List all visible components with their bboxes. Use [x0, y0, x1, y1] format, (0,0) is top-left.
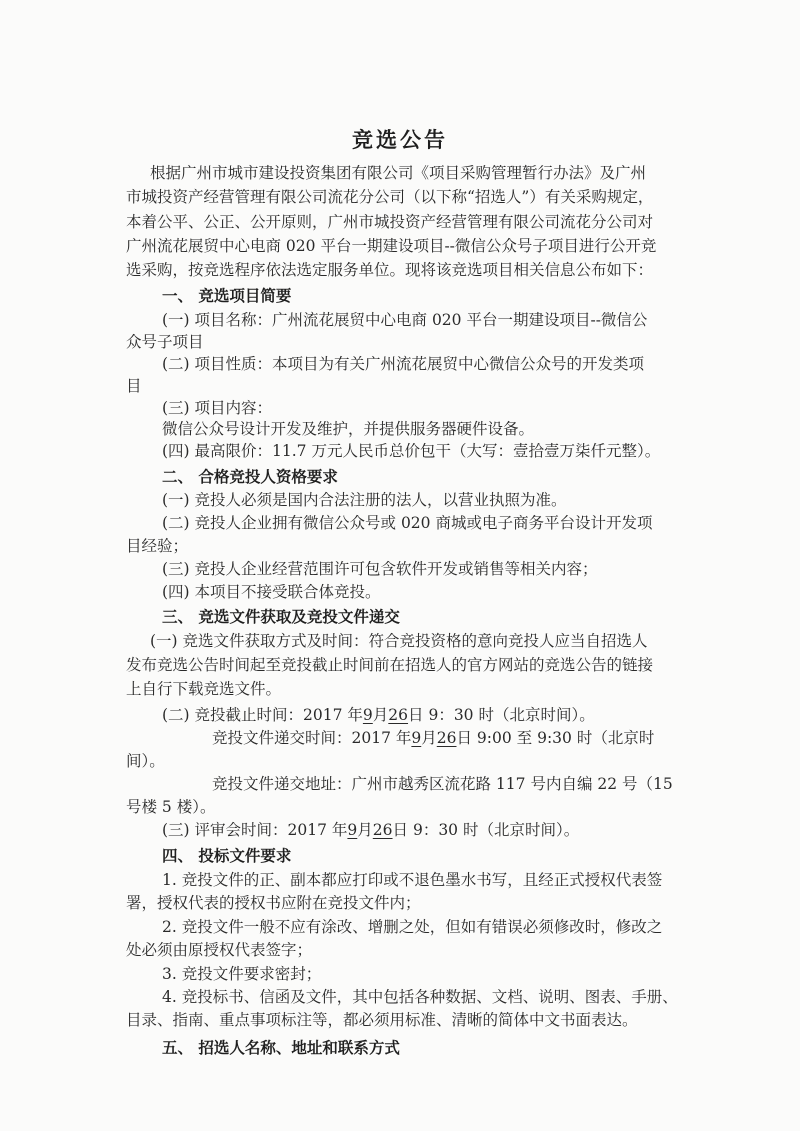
intro-line-2: 市城投资产经营管理有限公司流花分公司（以下称“招选人”）有关采购规定， — [126, 188, 654, 206]
submit-month-char: 月 — [421, 729, 437, 747]
deadline-suffix: 日 9：30 时（北京时间）。 — [408, 706, 595, 724]
obtain-method-line-2: 发布竞选公告时间起至竞投截止时间前在招选人的官方网站的竞选公告的链接 — [126, 656, 654, 674]
req-4-line-2: 目录、指南、重点事项标注等，都必须用标准、清晰的简体中文书面表达。 — [126, 1011, 638, 1029]
deadline-prefix: (二) 竞投截止时间：2017 年 — [162, 706, 363, 724]
deadline-day: 26 — [388, 706, 409, 724]
review-prefix: (三) 评审会时间：2017 年 — [162, 821, 348, 839]
section-2-heading: 二、 合格竞投人资格要求 — [162, 467, 338, 486]
req-2-line-1: 2. 竞投文件一般不应有涂改、增删之处，但如有错误必须修改时，修改之 — [162, 918, 663, 936]
intro-line-3: 本着公平、公正、公开原则，广州市城投资产经营管理有限公司流花分公司对 — [126, 213, 654, 231]
deadline-line — [162, 705, 595, 725]
submit-day: 26 — [436, 729, 457, 747]
project-nature-line-1: (二) 项目性质：本项目为有关广州流花展贸中心微信公众号的开发类项 — [162, 355, 645, 373]
req-2-line-2: 处必须由原授权代表签字； — [126, 941, 313, 959]
submit-time-line-2: 间）。 — [126, 752, 165, 770]
submit-address-line-1: 竞投文件递交地址：广州市越秀区流花路 117 号内自编 22 号（15 — [212, 775, 673, 793]
review-time-line — [162, 820, 579, 840]
section-3-heading: 三、 竞选文件获取及竞投文件递交 — [162, 607, 400, 626]
project-nature-line-2: 目 — [126, 377, 142, 395]
qualification-3: (三) 竞投人企业经营范围许可包含软件开发或销售等相关内容； — [162, 560, 598, 578]
project-content-text: 微信公众号设计开发及维护，并提供服务器硬件设备。 — [162, 420, 535, 438]
submit-time-line — [212, 728, 654, 748]
project-name-line-2: 众号子项目 — [126, 333, 204, 351]
review-day: 26 — [372, 821, 393, 839]
review-suffix: 日 9：30 时（北京时间）。 — [392, 821, 580, 839]
project-max-price: (四) 最高限价：11.7 万元人民币总价包干（大写：壹拾壹万柒仟元整）。 — [162, 442, 661, 460]
obtain-method-line-1: (一) 竞选文件获取方式及时间：符合竞投资格的意向竞投人应当自招选人 — [150, 632, 648, 650]
req-3: 3. 竞投文件要求密封； — [162, 965, 322, 983]
submit-suffix: 日 9:00 至 9:30 时（北京时 — [456, 729, 655, 747]
qualification-1: (一) 竞投人必须是国内合法注册的法人，以营业执照为准。 — [162, 491, 567, 509]
req-4-line-1: 4. 竞投标书、信函及文件，其中包括各种数据、文档、说明、图表、手册、 — [162, 988, 678, 1006]
intro-line-1: 根据广州市城市建设投资集团有限公司《项目采购管理暂行办法》及广州 — [150, 164, 647, 182]
req-1-line-2: 署，授权代表的授权书应附在竞投文件内； — [126, 894, 421, 912]
qualification-2-line-2: 目经验； — [126, 537, 189, 555]
review-month-char: 月 — [357, 821, 373, 839]
deadline-month-char: 月 — [372, 706, 389, 724]
section-1-heading: 一、 竞选项目简要 — [162, 286, 292, 305]
obtain-method-line-3: 上自行下载竞选文件。 — [126, 680, 282, 698]
submit-prefix: 竞投文件递交时间：2017 年 — [212, 729, 412, 747]
review-month: 9 — [347, 821, 358, 839]
submit-month: 9 — [411, 729, 422, 747]
qualification-2-line-1: (二) 竞投人企业拥有微信公众号或 020 商城或电子商务平台设计开发项 — [162, 514, 653, 532]
deadline-month: 9 — [362, 706, 373, 724]
qualification-4: (四) 本项目不接受联合体竞投。 — [162, 583, 381, 601]
project-content-label: (三) 项目内容： — [162, 399, 273, 417]
intro-line-5: 选采购，按竞选程序依法选定服务单位。现将该竞选项目相关信息公布如下： — [126, 261, 654, 279]
req-1-line-1: 1. 竞投文件的正、副本都应打印或不退色墨水书写，且经正式授权代表签 — [162, 871, 663, 889]
section-5-heading: 五、 招选人名称、地址和联系方式 — [162, 1038, 400, 1057]
intro-line-4: 广州流花展贸中心电商 020 平台一期建设项目--微信公众号子项目进行公开竞 — [126, 237, 657, 255]
page-title: 竞选公告 — [352, 127, 448, 152]
section-4-heading: 四、 投标文件要求 — [162, 846, 292, 865]
submit-address-line-2: 号楼 5 楼）。 — [126, 798, 216, 816]
project-name-line-1: (一) 项目名称：广州流花展贸中心电商 020 平台一期建设项目--微信公 — [162, 311, 648, 329]
